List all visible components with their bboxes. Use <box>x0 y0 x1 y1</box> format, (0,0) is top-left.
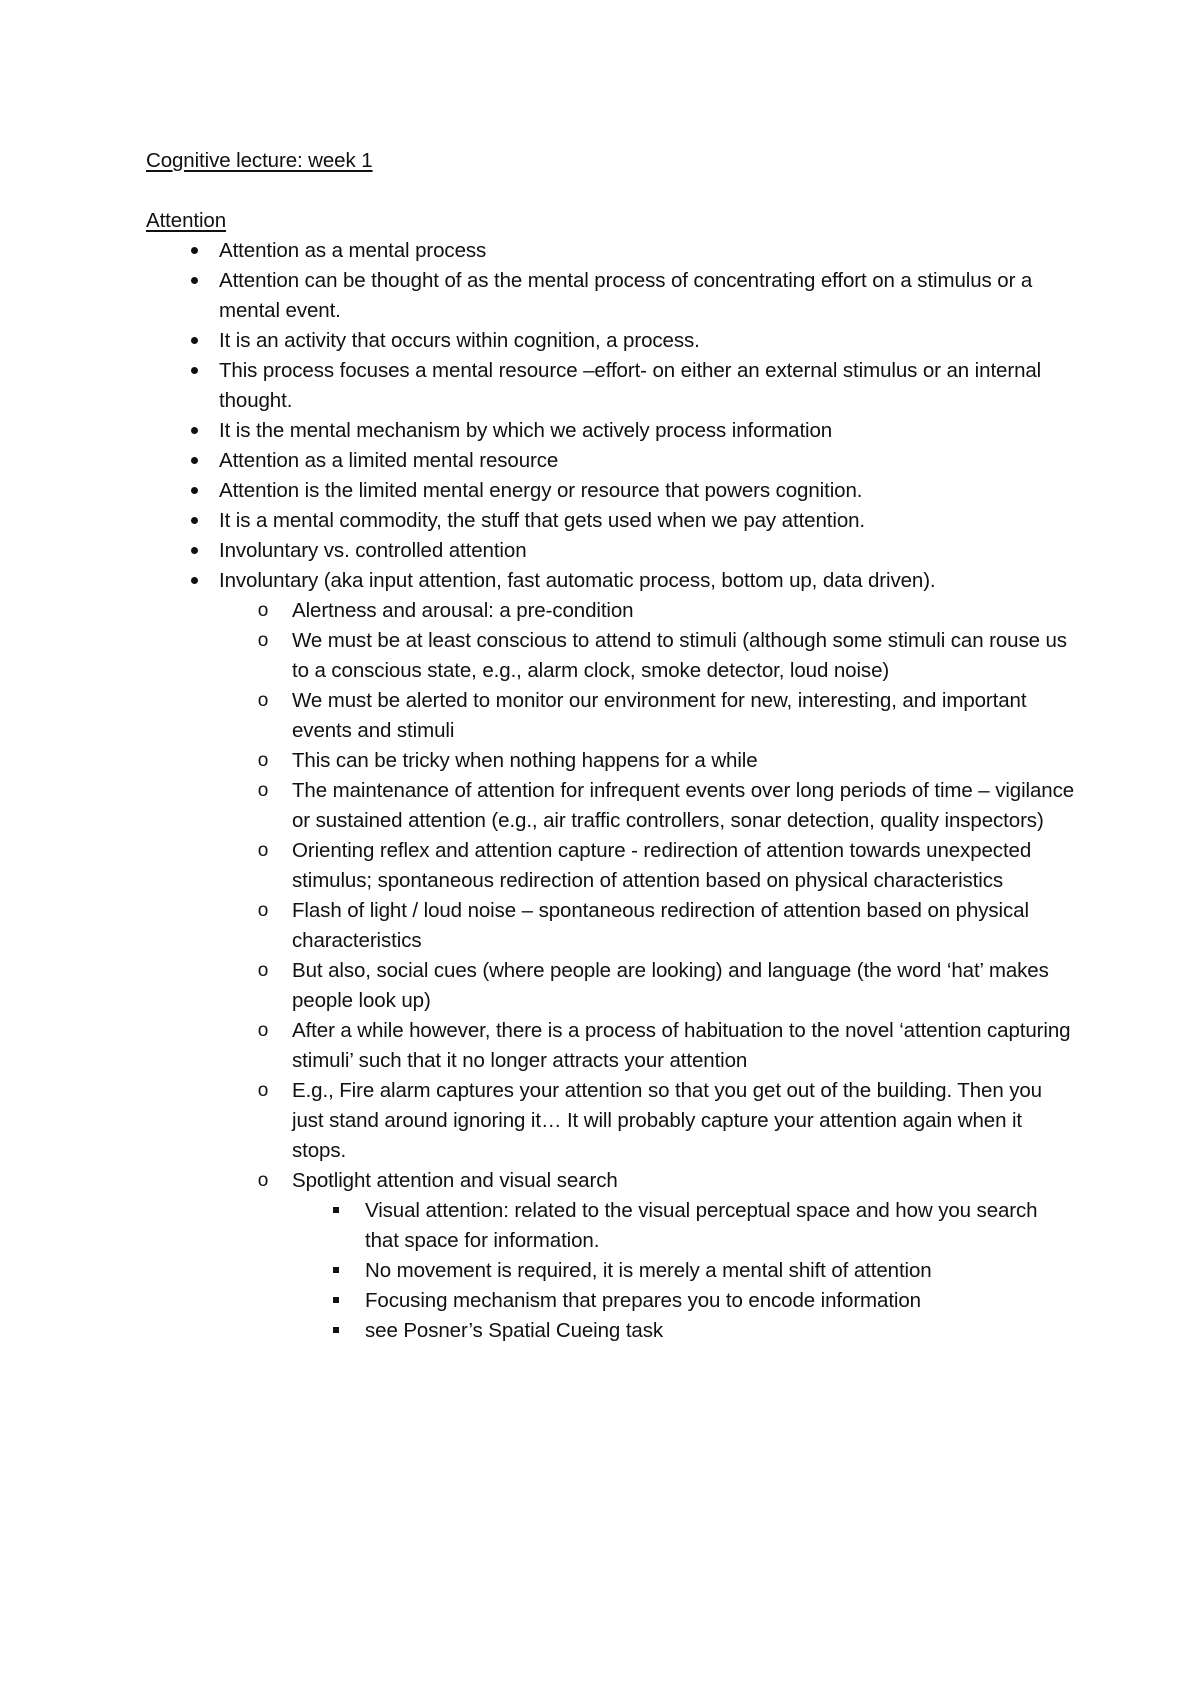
bullet-icon <box>184 266 204 296</box>
sub-list-item-text: After a while however, there is a process of habituation to the novel ‘attention capturing stimuli’ such that it no longer attracts your attention <box>292 1019 1071 1072</box>
circle-bullet-icon: o <box>257 1080 269 1101</box>
list-item-text: It is an activity that occurs within cognition, a process. <box>219 329 700 352</box>
square-bullet-icon <box>326 1286 346 1316</box>
sub-list-item <box>219 596 1076 626</box>
circle-bullet-icon: o <box>257 1170 269 1191</box>
list-item <box>146 236 1076 266</box>
sub-list-item-text: Alertness and arousal: a pre-condition <box>292 599 634 622</box>
square-bullet-icon <box>326 1256 346 1286</box>
sub-list-item-text: The maintenance of attention for infrequent events over long periods of time – vigilance or sustained attention (e.g., air traffic controllers, sonar detection, quality inspectors) <box>292 779 1075 832</box>
list-item <box>146 506 1076 536</box>
sub-list-item <box>219 626 1076 686</box>
sub-list-item <box>219 776 1076 836</box>
sub-sub-list-item <box>292 1256 1076 1286</box>
list-item-text: Attention is the limited mental energy or resource that powers cognition. <box>219 479 863 502</box>
section-heading-attention: Attention <box>146 209 227 232</box>
list-item-text: Attention as a limited mental resource <box>219 449 559 472</box>
sub-sub-list-item-text: Focusing mechanism that prepares you to encode information <box>365 1289 921 1312</box>
circle-bullet-icon: o <box>257 960 269 981</box>
document-title: Cognitive lecture: week 1 <box>146 149 373 172</box>
bullet-icon <box>184 566 204 596</box>
sub-list-item <box>219 746 1076 776</box>
bullet-list <box>146 236 1076 1346</box>
list-item-text: Involuntary vs. controlled attention <box>219 539 527 562</box>
sub-sub-list-item <box>292 1196 1076 1256</box>
bullet-icon <box>184 356 204 386</box>
bullet-icon <box>184 536 204 566</box>
sub-sub-bullet-list <box>292 1196 1076 1346</box>
bullet-icon <box>184 416 204 446</box>
list-item <box>146 446 1076 476</box>
list-item-text: Involuntary (aka input attention, fast automatic process, bottom up, data driven). <box>219 569 936 592</box>
list-item <box>146 266 1076 326</box>
sub-sub-list-item-text: No movement is required, it is merely a mental shift of attention <box>365 1259 932 1282</box>
bullet-icon <box>184 506 204 536</box>
sub-list-item <box>219 1076 1076 1166</box>
list-item <box>146 416 1076 446</box>
sub-list-item-text: Flash of light / loud noise – spontaneous redirection of attention based on physical characteristics <box>292 899 1029 952</box>
list-item <box>146 476 1076 506</box>
list-item <box>146 326 1076 356</box>
bullet-icon <box>184 326 204 356</box>
sub-list-item <box>219 896 1076 956</box>
sub-list-item-text: E.g., Fire alarm captures your attention so that you get out of the building. Then you just stand around ignoring it… It will probably capture your attention again when it stops. <box>292 1079 1042 1162</box>
circle-bullet-icon: o <box>257 750 269 771</box>
sub-list-item-text: We must be alerted to monitor our environment for new, interesting, and important events and stimuli <box>292 689 1027 742</box>
bullet-icon <box>184 446 204 476</box>
sub-list-item-text: This can be tricky when nothing happens for a while <box>292 749 758 772</box>
circle-bullet-icon: o <box>257 600 269 621</box>
sub-list-item-text: Spotlight attention and visual search <box>292 1169 618 1192</box>
sub-sub-list-item <box>292 1286 1076 1316</box>
sub-list-item <box>219 1016 1076 1076</box>
list-item-text: Attention as a mental process <box>219 239 487 262</box>
sub-bullet-list <box>219 596 1076 1346</box>
circle-bullet-icon: o <box>257 630 269 651</box>
list-item-text: Attention can be thought of as the mental process of concentrating effort on a stimulus or a mental event. <box>219 269 1033 322</box>
bullet-icon <box>184 476 204 506</box>
circle-bullet-icon: o <box>257 900 269 921</box>
sub-list-item <box>219 686 1076 746</box>
sub-list-item-text: Orienting reflex and attention capture - redirection of attention towards unexpected stimulus; spontaneous redirection of attention based on physical characteristics <box>292 839 1032 892</box>
list-item-text: This process focuses a mental resource –effort- on either an external stimulus or an internal thought. <box>219 359 1042 412</box>
circle-bullet-icon: o <box>257 840 269 861</box>
sub-list-item <box>219 836 1076 896</box>
list-item-text: It is the mental mechanism by which we actively process information <box>219 419 833 442</box>
sub-sub-list-item <box>292 1316 1076 1346</box>
sub-sub-list-item-text: see Posner’s Spatial Cueing task <box>365 1319 664 1342</box>
circle-bullet-icon: o <box>257 1020 269 1041</box>
square-bullet-icon <box>326 1316 346 1346</box>
list-item-text: It is a mental commodity, the stuff that gets used when we pay attention. <box>219 509 866 532</box>
bullet-icon <box>184 236 204 266</box>
circle-bullet-icon: o <box>257 780 269 801</box>
list-item <box>146 356 1076 416</box>
sub-list-item-text: But also, social cues (where people are looking) and language (the word ‘hat’ makes people look up) <box>292 959 1049 1012</box>
circle-bullet-icon: o <box>257 690 269 711</box>
document-body <box>146 146 1076 1346</box>
sub-list-item-text: We must be at least conscious to attend to stimuli (although some stimuli can rouse us to a conscious state, e.g., alarm clock, smoke detector, loud noise) <box>292 629 1067 682</box>
sub-list-item <box>219 1166 1076 1346</box>
sub-sub-list-item-text: Visual attention: related to the visual perceptual space and how you search that space for information. <box>365 1199 1038 1252</box>
list-item <box>146 536 1076 566</box>
list-item <box>146 566 1076 1346</box>
square-bullet-icon <box>326 1196 346 1226</box>
sub-list-item <box>219 956 1076 1016</box>
